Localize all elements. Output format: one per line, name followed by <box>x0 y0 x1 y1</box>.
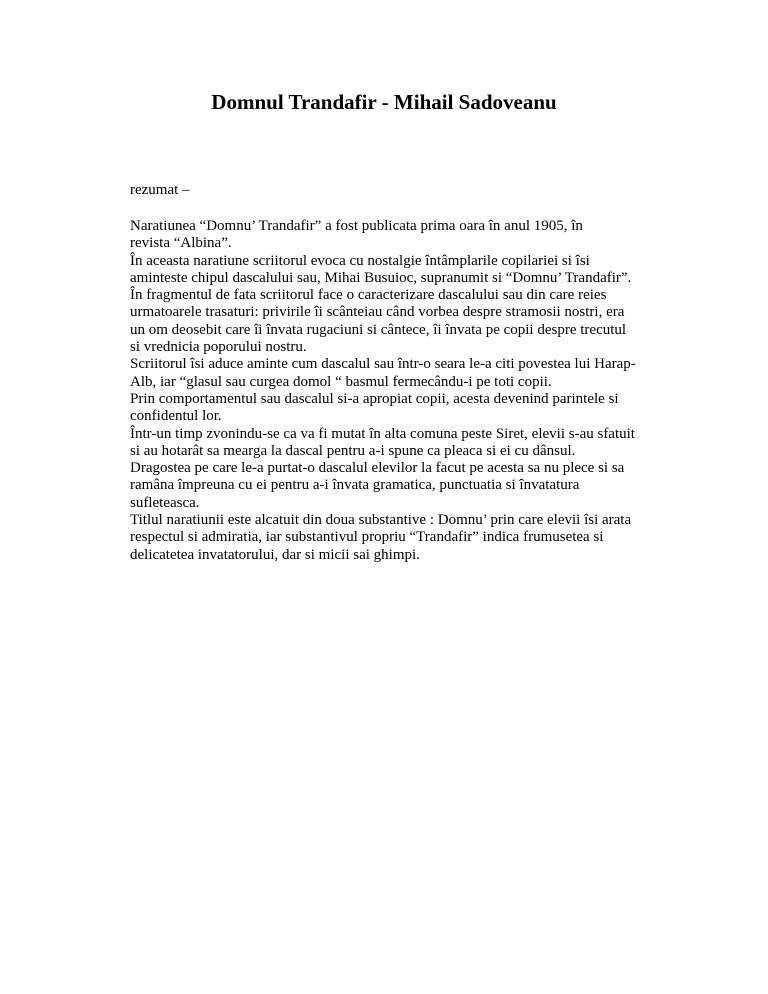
text-line: Scriitorul îsi aduce aminte cum dascalul sau într-o seara le-a citi povestea lui Harap- <box>130 356 636 373</box>
text-line: revista “Albina”. <box>130 235 232 252</box>
text-line: ramâna împreuna cu ei pentru a-i învata gramatica, punctuatia si învatatura <box>130 477 580 494</box>
text-line: si vrednicia poporului nostru. <box>130 339 307 356</box>
text-line: În fragmentul de fata scriitorul face o caracterizare dascalului sau din care reies <box>130 287 607 304</box>
text-line: aminteste chipul dascalului sau, Mihai Busuioc, supranumit si “Domnu’ Trandafir”. <box>130 269 632 286</box>
text-line: urmatoarele trasaturi: privirile îi scânteiau când vorbea despre stramosii nostri, era <box>130 304 625 321</box>
text-line: delicatetea invatatorului, dar si micii sai ghimpi. <box>130 546 420 563</box>
summary-body <box>130 218 650 564</box>
text-line: Prin comportamentul sau dascalul si-a apropiat copii, acesta devenind parintele si <box>130 390 619 407</box>
text-line: si au hotarât sa mearga la dascal pentru a-i spune ca pleaca si ei cu dânsul. <box>130 442 576 459</box>
text-line: un om deosebit care îi învata rugaciuni si cântece, îi învata pe copii despre trecutul <box>130 321 627 338</box>
text-line: Într-un timp zvonindu-se ca va fi mutat în alta comuna peste Siret, elevii s-au sfatuit <box>130 425 635 442</box>
text-line: Dragostea pe care le-a purtat-o dascalul elevilor la facut pe acesta sa nu plece si sa <box>130 460 625 477</box>
text-line: respectul si admiratia, iar substantivul propriu “Trandafir” indica frumusetea si <box>130 529 604 546</box>
text-line: Titlul naratiunii este alcatuit din doua substantive : Domnu’ prin care elevii îsi arata <box>130 512 632 529</box>
document-title: Domnul Trandafir - Mihail Sadoveanu <box>211 90 557 114</box>
summary-label: rezumat – <box>130 182 190 198</box>
text-line: Naratiunea “Domnu’ Trandafir” a fost publicata prima oara în anul 1905, în <box>130 218 583 234</box>
text-line: sufleteasca. <box>130 494 200 511</box>
text-line: confidentul lor. <box>130 408 222 425</box>
text-line: Alb, iar “glasul sau curgea domol “ basmul fermecându-i pe toti copii. <box>130 373 552 390</box>
text-line: În aceasta naratiune scriitorul evoca cu nostalgie întâmplarile copilariei si îsi <box>130 252 590 269</box>
